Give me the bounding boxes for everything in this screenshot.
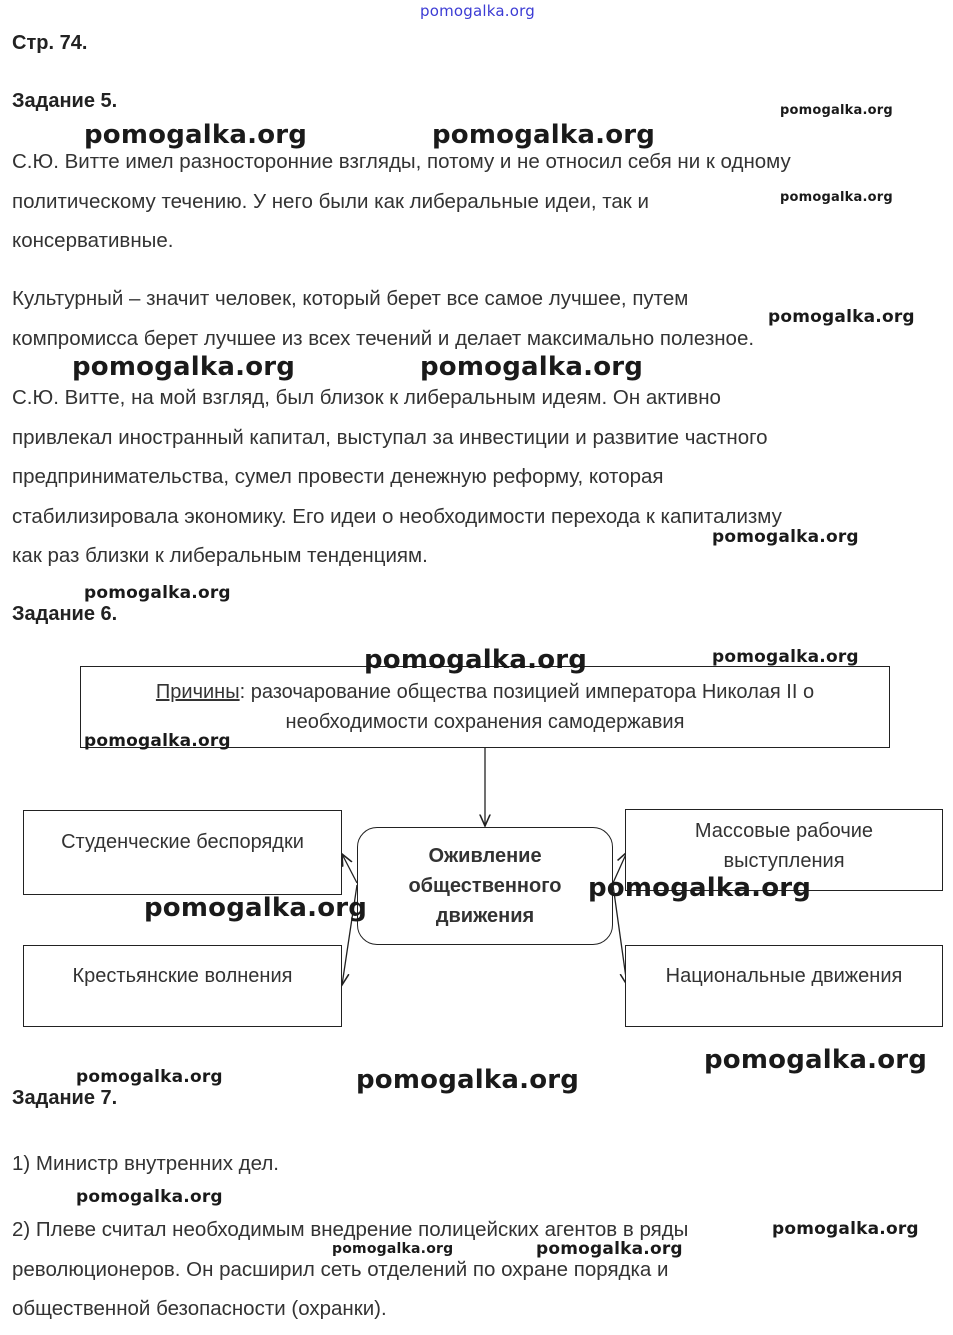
task5-paragraph-3: С.Ю. Витте, на мой взгляд, был близок к либеральным идеям. Он активно привлекал иностранный капитал, выступал за инвестиции и развитие частного предпринимательства, сумел провести денежную реформу, которая стабилизировала экономику. Его идеи о необходимости перехода к капитализму как раз близки к либеральным тенденциям. (12, 386, 782, 567)
watermark: pomogalka.org (780, 190, 893, 205)
watermark: pomogalka.org (712, 527, 859, 547)
watermark: pomogalka.org (364, 645, 588, 675)
task5-heading: Задание 5. (12, 90, 118, 112)
watermark: pomogalka.org (84, 583, 231, 603)
watermark: pomogalka.org (536, 1239, 683, 1259)
watermark: pomogalka.org (144, 893, 368, 923)
task7-answer-1: 1) Министр внутренних дел. (12, 1152, 279, 1175)
watermark: pomogalka.org (772, 1219, 919, 1239)
watermark-top: pomogalka.org (420, 2, 535, 20)
page-reference: Стр. 74. (12, 32, 88, 54)
watermark: pomogalka.org (84, 731, 231, 751)
center-box: Оживление общественного движения (357, 827, 613, 945)
watermark: pomogalka.org (780, 103, 893, 118)
national-box: Национальные движения (625, 945, 943, 1027)
watermark: pomogalka.org (704, 1045, 928, 1075)
watermark: pomogalka.org (432, 120, 656, 150)
peasant-unrest-box: Крестьянские волнения (23, 945, 342, 1027)
task7-heading: Задание 7. (12, 1087, 118, 1109)
task5-paragraph-1: С.Ю. Витте имел разносторонние взгляды, потому и не относил себя ни к одному политическому течению. У него были как либеральные идеи, так и консервативные. (12, 150, 791, 252)
task7-answer-2: 2) Плеве считал необходимым внедрение полицейских агентов в ряды революционеров. Он расширил сеть отделений по охране порядка и общественной безопасности (охранки). (12, 1218, 689, 1320)
task5-paragraph-2: Культурный – значит человек, который берет все самое лучшее, путем компромисса берет лучшее из всех течений и делает максимально полезное. (12, 287, 755, 350)
watermark: pomogalka.org (356, 1065, 580, 1095)
workers-box: Массовые рабочие выступления (625, 809, 943, 891)
watermark: pomogalka.org (76, 1187, 223, 1207)
watermark: pomogalka.org (712, 647, 859, 667)
watermark: pomogalka.org (420, 352, 644, 382)
watermark: pomogalka.org (768, 307, 915, 327)
arrow-center-to-student (342, 854, 357, 883)
watermark: pomogalka.org (72, 352, 296, 382)
causes-label: Причины (155, 681, 240, 703)
watermark: pomogalka.org (76, 1067, 223, 1087)
task6-heading: Задание 6. (12, 603, 118, 625)
watermark: pomogalka.org (332, 1241, 454, 1257)
causes-box: Причины: разочарование общества позицией императора Николая II о необходимости сохранения самодержавия (80, 666, 890, 748)
watermark: pomogalka.org (84, 120, 308, 150)
student-unrest-box: Студенческие беспорядки (23, 810, 342, 895)
watermark: pomogalka.org (588, 873, 812, 903)
